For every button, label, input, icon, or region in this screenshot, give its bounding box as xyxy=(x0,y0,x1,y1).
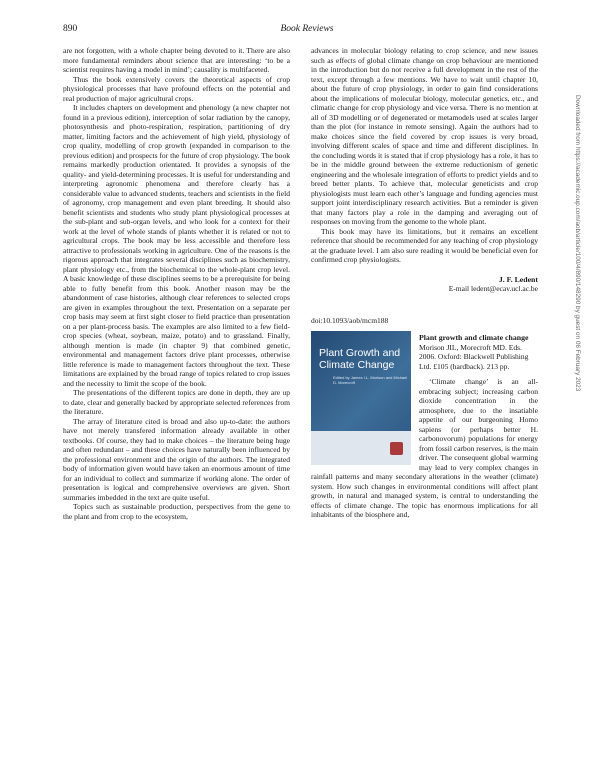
right-column xyxy=(311,46,538,520)
running-header xyxy=(63,24,551,38)
download-watermark-text: Downloaded from https://academic.oup.com/aob/article/100/4/890/148290 by guest on 06 February 2023 xyxy=(574,95,581,392)
reviewer-signature xyxy=(311,275,538,294)
paragraph: ‘Climate change’ is an all-embracing subject; increasing carbon dioxide concentration in the atmosphere, due to the insatiable appetite of our burgeoning Homo sapiens (or perhaps better H. carbonovorum) populations for energy from fossil carbon reserves, is the main driver. The consequent global warming may lead to very complex changes in rainfall patterns and many secondary alterations in the weather (climate) system. How such changes in environmental conditions will affect plant growth, in natural and managed system, is central to understanding the effects of climate change. The topic has enormous implications for all inhabitants of the biosphere and, xyxy=(311,377,538,519)
cover-title: Plant Growth and Climate Change xyxy=(319,347,401,371)
section-title: Book Reviews xyxy=(280,24,334,34)
publisher-logo-icon xyxy=(390,442,403,455)
paragraph: It includes chapters on development and phenology (a new chapter not found in a previous edition), interception of solar radiation by the canopy, photosynthesis and photo-respiration, respiration, partitioning of dry matter, limiting factors and the achievement of high yield, physiology of crop quality, modelling of crop growth (expanded in comparison to the previous edition) and prospects for the future of crop physiology. The book remains markedly production orientated. It provides a synopsis of the quality- and yield-determining processes. It is useful for understanding and interpreting agronomic phenomena and therefore clearly has a considerable value to advanced students, teachers and scientists in the field of agronomy, crop management and even plant breeding. It should also benefit scientists and students who study plant physiological processes at the sub-plant and sub-organ levels, and who look for a context for their work at the level of whole stands of plants whether it is related or not to agricultural crops. The book may be less accessible and therefore less attractive to professionals working in agriculture. One of the reasons is the rigorous approach that integrates several disciplines such as biochemistry, plant physiology etc., from the biochemical to the whole-plant crop level. A basic knowledge of these disciplines seems to be a prerequisite for being able to fully benefit from this book. Another reason may be the abandonment of case histories, although clear references to selected crops are given in examples throughout the text. Presentation on a separate per crop basis may seem at first sight closer to field practice than presentation on a per plant-process basis. The examples are also limited to a few field-crop species (wheat, soybean, maize, potato) and to grassland. Finally, although mention is made (in chapter 9) that combined genetic, environmental and management factors drive plant processes, otherwise little reference is made to management factors throughout the text. These limitations are explained by the broad range of topics related to crop issues and the necessity to limit the scope of the book. xyxy=(63,103,290,388)
book-review-block xyxy=(311,331,538,520)
paragraph: The array of literature cited is broad and also up-to-date: the authors have not merely transfered information already available in other textbooks. Of course, they had to make choices – the literature being huge and often redundant – and these choices have naturally been influenced by the professional environment and the origin of the authors. The integrated body of information given would have taken an enormous amount of time for an individual to collect and summarize if working alone. The order of presentation is logical and comprehensive overviews are given. Short summaries imbedded in the text are quite useful. xyxy=(63,416,290,502)
book-title: Plant growth and climate change xyxy=(419,333,529,342)
page-number: 890 xyxy=(63,24,78,34)
doi-line: doi:10.1093/aob/mcm188 xyxy=(311,315,389,325)
reviewer-email: E-mail ledent@ecav.ucl.ac.be xyxy=(448,284,538,293)
paragraph: Thus the book extensively covers the theoretical aspects of crop physiological processes that have profound effects on the potential and real production of major agricultural crops. xyxy=(63,74,290,103)
reviewer-name: J. F. Ledent xyxy=(498,274,538,284)
cover-editors: Edited by James I.L. Morison and Michael D. Morecroft xyxy=(333,375,408,385)
book-cover-image xyxy=(311,331,411,465)
left-column xyxy=(63,46,290,521)
book-meta: Morison JIL, Morecroft MD. Eds. 2006. Oxford: Blackwell Publishing Ltd. £105 (hardback). 213 pp. xyxy=(419,342,529,371)
paragraph: This book may have its limitations, but it remains an excellent reference that should be recommended for any teaching of crop physiology at the graduate level. I am also sure reading it would be beneficial even for confirmed crop physiologists. xyxy=(311,226,538,264)
paragraph: advances in molecular biology relating to crop science, and new issues such as effects of global climate change on crop behaviour are mentioned in the introduction but do not receive a full development in the rest of the text, except through a few mentions. We have to wait until chapter 10, about the future of crop physiology, in order to gain find considerations about the implications of molecular biology, molecular genetics, etc., and climatic change for crop physiology and vice versa. There is no mention at all of 3D modelling or of degenerated or metamodels used at scales larger than the plot (for instance in remote sensing). Again the authors had to make choices since the field covered by crop issues is very broad, involving different scales of space and time and different disciplines. In the concluding words it is stated that if crop physiology has a role, it has to be in the middle ground between the extreme reductionism of genetic engineering and the wholesale integration of efforts to predict yields and to breed better plants. To achieve that, molecular geneticists and crop physiologists must learn each other’s language and funding agencies must support joint interdisciplinary research activities. But a reminder is given that many factors play a role in the damping and averaging out of responses on moving from the genome to the whole plant. xyxy=(311,46,538,226)
paragraph: Topics such as sustainable production, perspectives from the gene to the plant and from crop to the ecosystem, xyxy=(63,502,290,521)
paragraph: are not forgotten, with a whole chapter being devoted to it. There are also more fundamental reminders about science that are interesting: ‘to be a scientist requires having a model in mind’; causality is multifaceted. xyxy=(63,46,290,74)
paragraph: The presentations of the different topics are done in depth, they are up to date, clear and generally backed by appropriate selected references from the literature. xyxy=(63,388,290,416)
download-watermark xyxy=(573,95,583,575)
